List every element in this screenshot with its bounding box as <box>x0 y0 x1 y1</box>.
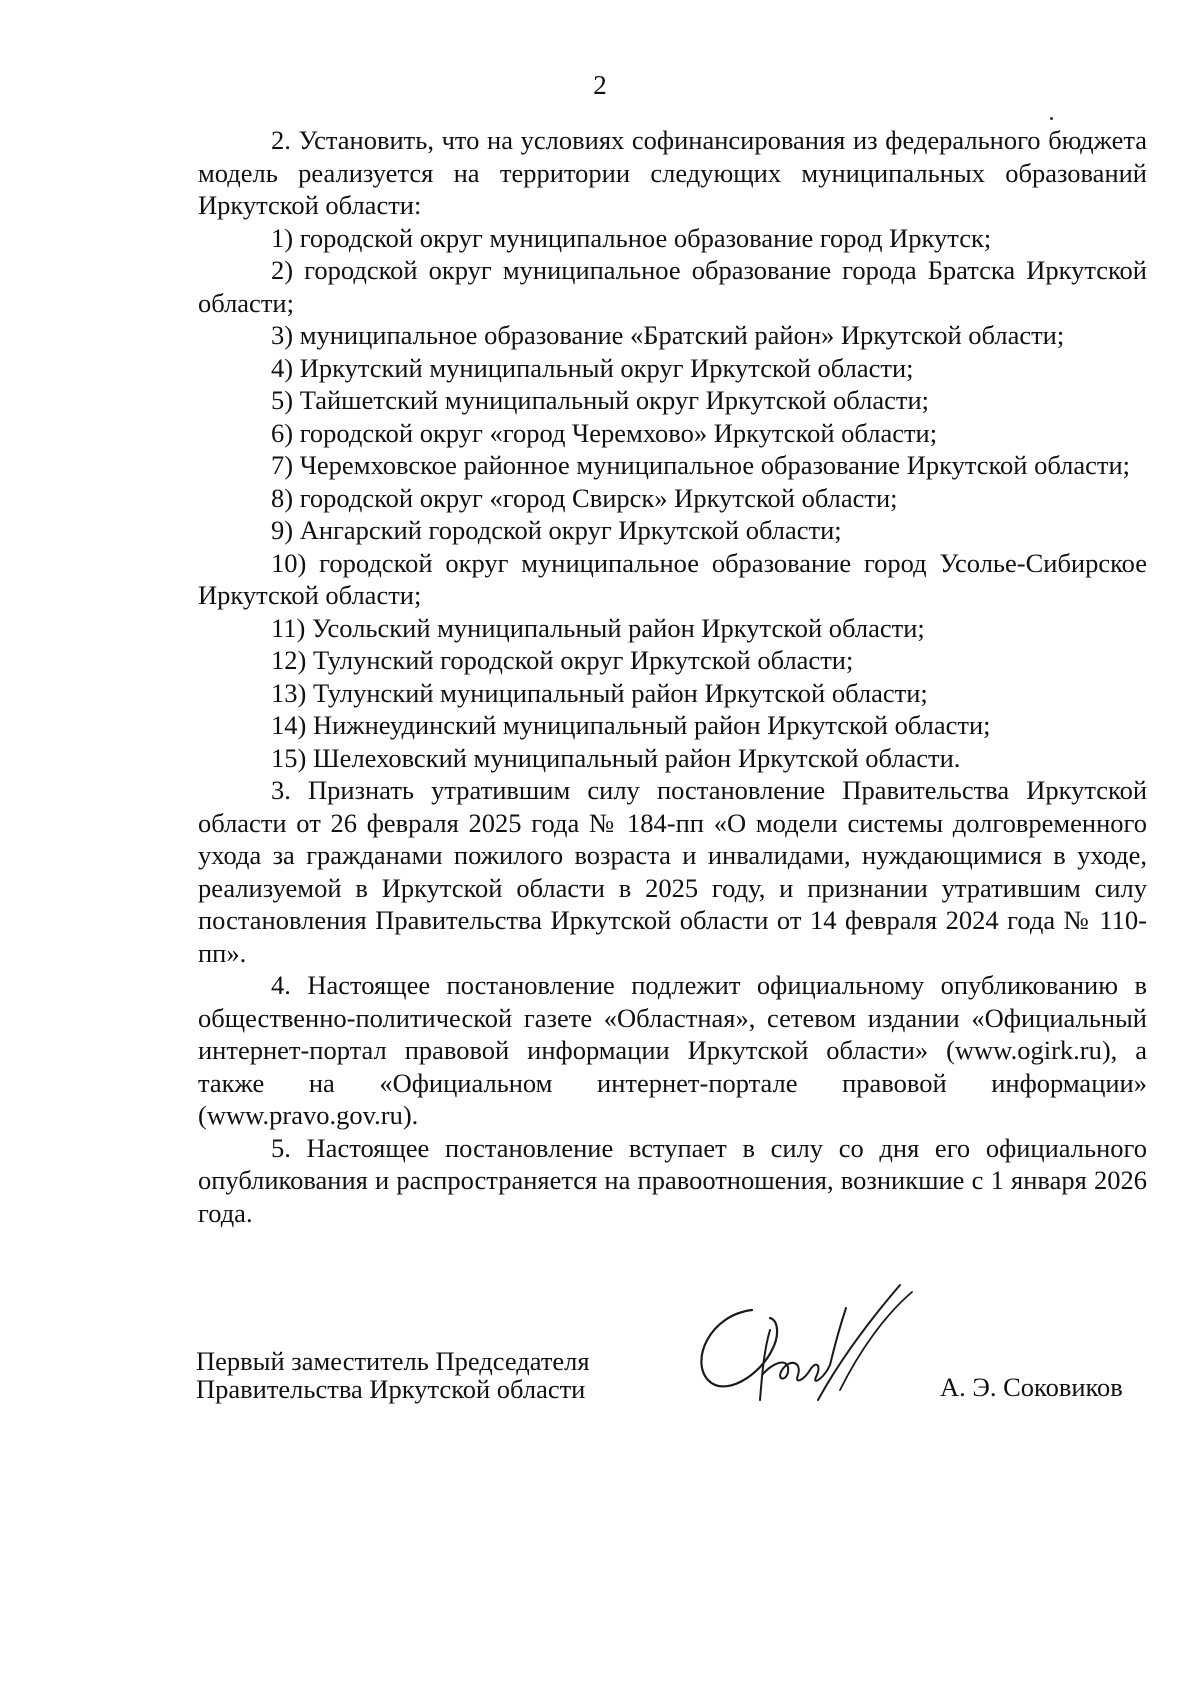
list-item-15: 15) Шелеховский муниципальный район Иркутской области. <box>271 742 961 773</box>
list-item-1: 1) городской округ муниципальное образование город Иркутск; <box>271 222 992 253</box>
list-item-14: 14) Нижнеудинский муниципальный район Иркутской области; <box>271 710 991 740</box>
list-item-8: 8) городской округ «город Свирск» Иркутской области; <box>271 482 898 513</box>
list-item-4: 4) Иркутский муниципальный округ Иркутской области; <box>271 352 914 383</box>
list-item-9: 9) Ангарский городской округ Иркутской области; <box>271 515 842 545</box>
scan-speck <box>1050 117 1053 120</box>
list-item-12: 12) Тулунский городской округ Иркутской области; <box>271 645 854 675</box>
paragraph-5: 5. Настоящее постановление вступает в силу со дня его официального опубликования и распространяется на правоотношения, возникшие с 1 января 2026 года. <box>198 1132 1147 1228</box>
list-item-5: 5) Тайшетский муниципальный округ Иркутской области; <box>271 385 929 415</box>
paragraph-2: 2. Установить, что на условиях софинансирования из федерального бюджета модель реализуется на территории следующих муниципальных образований Иркутской области: <box>198 125 1147 220</box>
list-item-6: 6) городской округ «город Черемхово» Иркутской области; <box>271 417 938 448</box>
list-item-13: 13) Тулунский муниципальный район Иркутской области; <box>271 677 928 708</box>
signer-position <box>196 1347 590 1403</box>
list-item-2: 2) городской округ муниципальное образование города Братска Иркутской области; <box>198 255 1147 318</box>
signer-name: А. Э. Соковиков <box>940 1372 1123 1402</box>
list-item-3: 3) муниципальное образование «Братский район» Иркутской области; <box>271 320 1065 350</box>
paragraph-3: 3. Признать утратившим силу постановление Правительства Иркутской области от 26 февраля 2025 года № 184-пп «О модели системы долговременного ухода за гражданами пожилого возраста и инвалидами, нуждающимися в уходе, реализуемой в Иркутской области в 2025 году, и признании утратившим силу постановления Правительства Иркутской области от 14 февраля 2024 года № 110-пп». <box>198 775 1147 968</box>
list-item-7: 7) Черемховское районное муниципальное образование Иркутской области; <box>271 450 1131 480</box>
handwritten-signature <box>690 1280 930 1420</box>
page-number: 2 <box>593 70 607 100</box>
signer-position-line-2: Правительства Иркутской области <box>196 1374 586 1404</box>
signer-position-line-1: Первый заместитель Председателя <box>196 1346 590 1376</box>
list-item-11: 11) Усольский муниципальный район Иркутской области; <box>271 612 925 643</box>
list-item-10: 10) городской округ муниципальное образование город Усолье-Сибирское Иркутской области; <box>198 547 1147 610</box>
paragraph-4: 4. Настоящее постановление подлежит официальному опубликованию в общественно-политической газете «Областная», сетевом издании «Официальный интернет-портал правовой информации Иркутской области» (www.ogirk.ru), а также на «Официальном интернет-портале правовой информации» (www.pravo.gov.ru). <box>198 970 1147 1130</box>
document-body <box>198 124 1147 1229</box>
